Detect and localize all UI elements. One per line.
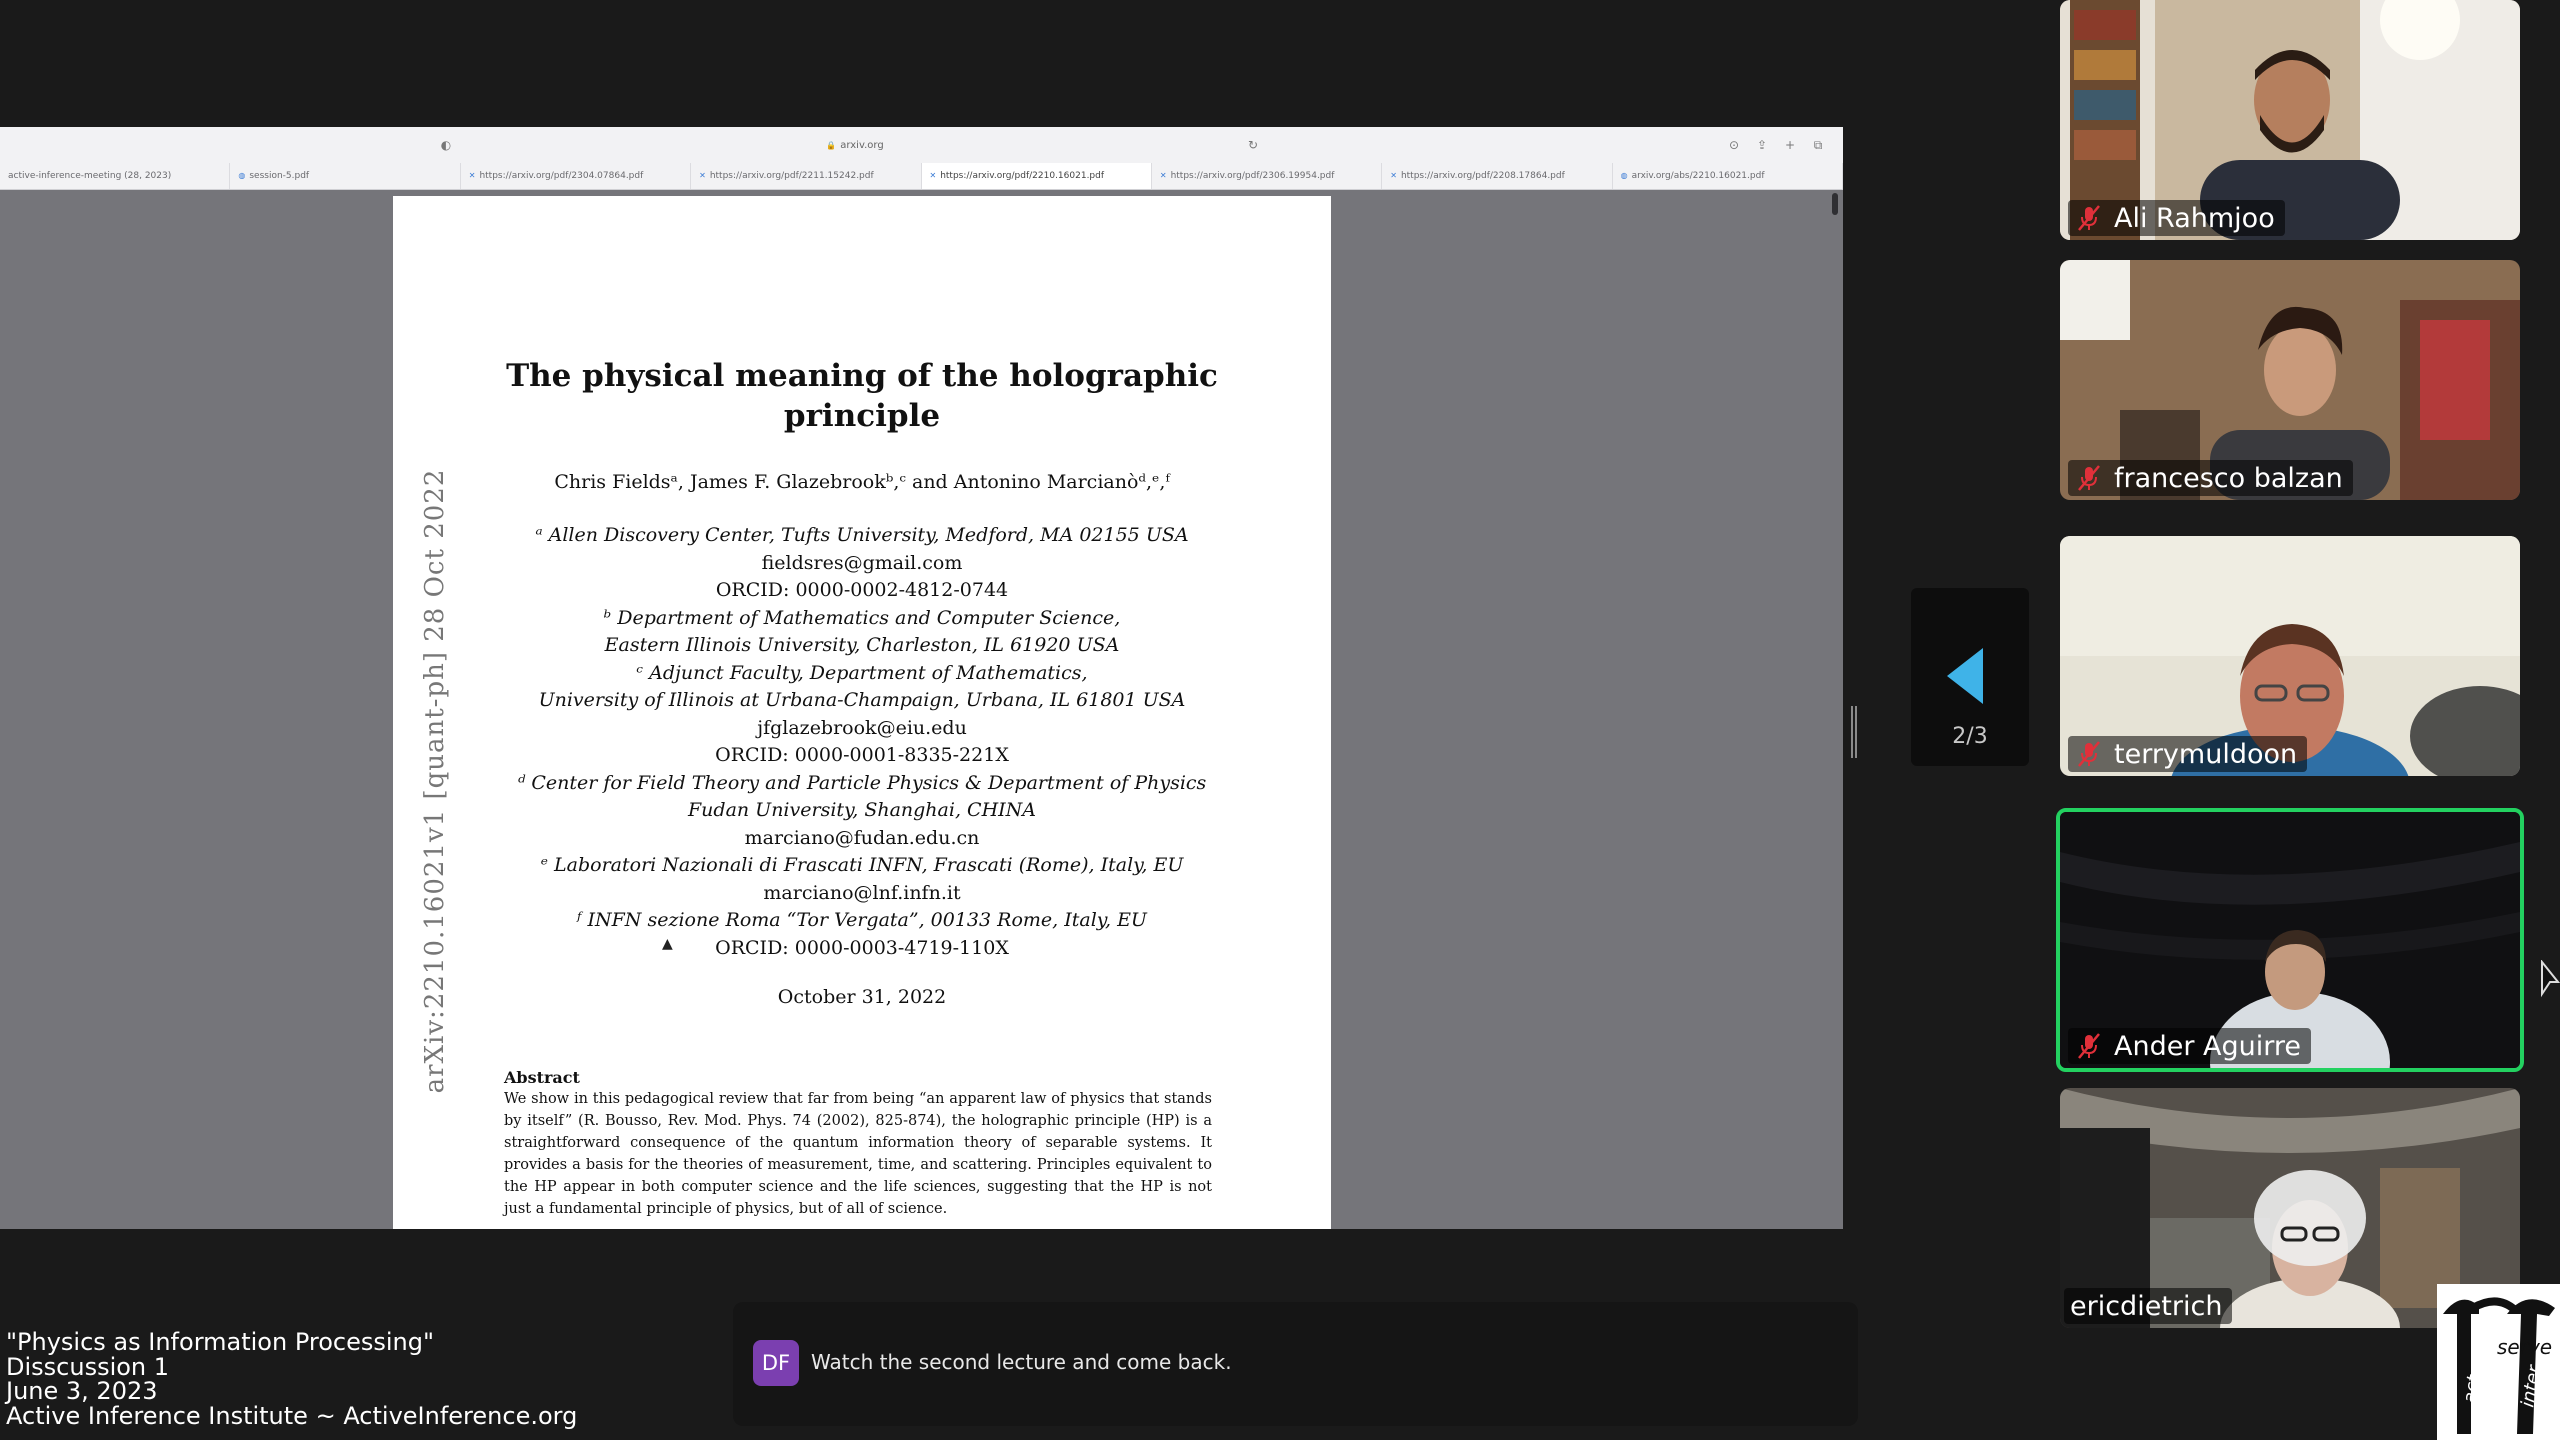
page-icon: ◍ [1620,171,1628,180]
affiliation-line: Fudan University, Shanghai, CHINA [688,799,1036,821]
address-bar-url: arxiv.org [840,139,884,151]
browser-tab[interactable]: active-inference-meeting (28, 2023) [0,163,230,189]
participant-name-tag [2068,460,2353,496]
mic-muted-icon [2074,203,2104,233]
participant-name-tag [2068,1028,2311,1064]
affiliation-line: Eastern Illinois University, Charleston, IL 61920 USA [604,634,1120,656]
download-icon[interactable]: ⊙ [1728,138,1740,152]
tab-strip [0,163,1843,189]
browser-tab[interactable]: ✕ https://arxiv.org/pdf/2211.15242.pdf [691,163,921,189]
arxiv-icon: ✕ [929,171,937,180]
browser-tab[interactable]: ◍ session-5.pdf [230,163,460,189]
arxiv-icon: ✕ [1390,171,1397,180]
affiliation-line: fieldsres@gmail.com [761,551,963,574]
affiliation-line: ᵈ Center for Field Theory and Particle Physics & Department of Physics [517,771,1207,794]
shield-icon[interactable]: ◐ [440,138,452,152]
paper-authors: Chris Fieldsᵃ, James F. Glazebrookᵇ,ᶜ and Antonino Marcianòᵈ,ᵉ,ᶠ [554,471,1170,493]
affiliation-line: ORCID: 0000-0001-8335-221X [715,744,1009,766]
arxiv-icon: ✕ [1159,171,1167,180]
avatar: DF [753,1340,799,1386]
caption-date: June 3, 2023 [6,1377,158,1405]
browser-tab[interactable]: ✕ https://arxiv.org/pdf/2306.19954.pdf [1152,163,1382,189]
participant-name: Ali Rahmjoo [2114,202,2275,234]
active-inference-logo [2437,1284,2560,1440]
participant-tile-active-speaker[interactable] [2056,808,2524,1072]
participant-name: Ander Aguirre [2114,1030,2301,1062]
participant-name: ericdietrich [2070,1290,2223,1322]
arrow-left-icon [1947,648,1983,704]
address-bar[interactable] [440,135,1270,155]
affiliation-line: University of Illinois at Urbana-Champaign, Urbana, IL 61801 USA [538,689,1186,711]
affiliation-line: ᵉ Laboratori Nazionali di Frascati INFN, Frascati (Rome), Italy, EU [540,854,1184,876]
arxiv-stamp: arXiv:2210.16021v1 [quant-ph] 28 Oct 2022 [420,468,450,1094]
affiliation-line: jfglazebrook@eiu.edu [757,716,967,739]
browser-toolbar [0,127,1843,190]
reload-icon[interactable]: ↻ [1247,138,1259,152]
participant-tile[interactable] [2060,0,2520,240]
paper-affiliations [393,522,1331,962]
affiliation-line: ᵃ Allen Discovery Center, Tufts University, Medford, MA 02155 USA [535,524,1189,546]
abstract-text: We show in this pedagogical review that far from being “an apparent law of physics that stands by itself” (R. Bousso, Rev. Mod. Phys. 74 (2002), 825-874), the holographic principle (HP) is a straightforward consequence of the quantum information theory of separable systems. It provides a basis for the theories of measurement, time, and scattering. Principles equivalent to the HP appear in both computer science and the life sciences, suggesting that the HP is not just a fundamental principle of physics, but of all of science. [504,1091,1212,1217]
caption-session: Disscussion 1 [6,1352,170,1381]
participant-name-tag [2068,200,2285,236]
participant-tile[interactable] [2060,536,2520,776]
logo-mark-icon [2437,1284,2560,1440]
arxiv-icon: ✕ [699,171,706,180]
view-splitter-handle[interactable] [1851,706,1857,758]
mouse-cursor-icon [2540,960,2560,1000]
participant-name: terrymuldoon [2114,738,2298,770]
shared-screen-browser [0,127,1843,1229]
caption-series-title: "Physics as Information Processing" [6,1328,435,1356]
affiliation-line: marciano@fudan.edu.cn [744,826,980,849]
affiliation-line: marciano@lnf.infn.it [763,881,961,904]
gallery-previous-page-button[interactable] [1911,588,2029,766]
svg-text:act: act [2459,1373,2485,1405]
page-icon: ◍ [238,171,246,180]
mic-muted-icon [2074,1031,2104,1061]
svg-text:inter: inter [2517,1363,2546,1409]
affiliation-line: ᶜ Adjunct Faculty, Department of Mathematics, [636,661,1088,684]
tab-overview-icon[interactable]: ⧉ [1813,138,1823,152]
pdf-scrollbar[interactable] [1831,189,1839,1229]
new-tab-icon[interactable]: + [1784,138,1796,152]
browser-tab[interactable]: ✕ https://arxiv.org/pdf/2208.17864.pdf [1382,163,1612,189]
video-caption-overlay [6,1330,577,1428]
browser-tab[interactable]: ✕ https://arxiv.org/pdf/2304.07864.pdf [461,163,691,189]
participant-name-tag [2064,1288,2232,1324]
svg-text:serve: serve [2497,1335,2553,1359]
scrollbar-thumb[interactable] [1832,193,1838,215]
lock-icon: 🔒 [826,140,837,150]
participant-name: francesco balzan [2114,462,2343,494]
participant-tile[interactable] [2060,260,2520,500]
caption-organization: Active Inference Institute ~ ActiveInference.org [6,1401,578,1430]
chat-message-text: Watch the second lecture and come back. [811,1350,1232,1374]
abstract-heading: Abstract [504,1068,580,1087]
chat-message-notification[interactable] [733,1302,1858,1426]
affiliation-line: ᶠ INFN sezione Roma “Tor Vergata”, 00133 Rome, Italy, EU [577,909,1147,931]
share-icon[interactable]: ⇪ [1756,138,1768,152]
paper-date: October 31, 2022 [777,986,947,1008]
pdf-page [393,196,1331,1229]
affiliation-line: ORCID: 0000-0003-4719-110X [715,936,1009,959]
gallery-page-indicator: 2/3 [1952,724,1988,749]
arxiv-icon: ✕ [468,171,476,180]
browser-tab[interactable]: ◍ arxiv.org/abs/2210.16021.pdf [1613,163,1843,189]
participant-name-tag [2068,736,2307,772]
browser-tab-active[interactable]: ✕ https://arxiv.org/pdf/2210.16021.pdf [922,163,1152,189]
paper-title: The physical meaning of the holographic principle [506,358,1218,434]
mouse-pointer-icon: ▲ [662,936,673,952]
affiliation-line: ᵇ Department of Mathematics and Computer Science, [603,606,1121,629]
mic-muted-icon [2074,463,2104,493]
mic-muted-icon [2074,739,2104,769]
affiliation-line: ORCID: 0000-0002-4812-0744 [715,579,1009,601]
